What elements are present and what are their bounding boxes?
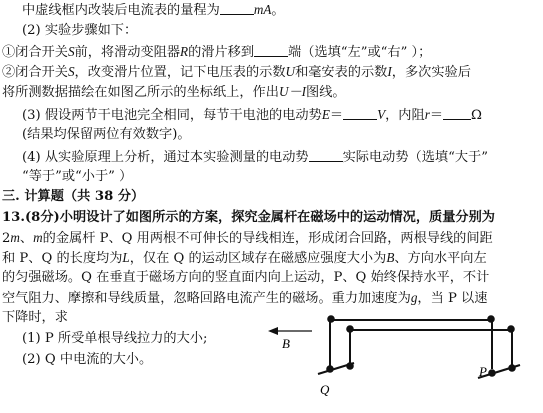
text-line-6: (3) 假设两节干电池完全相同，每节干电池的电动势E＝ V，内阻r＝ Ω <box>22 107 482 123</box>
text-line-15: 空气阻力、摩擦和导线质量，忽略回路电流产生的磁场。重力加速度为g，当 P 以速 <box>2 290 488 306</box>
text-line-14: 的匀强磁场。Q 在垂直于磁场方向的竖直面内向上运动，P、Q 始终保持水平，不计 <box>2 270 490 285</box>
text-line-11: 13.(8分)小明设计了如图所示的方案，探究金属杆在磁场中的运动情况，质量分别为 <box>2 210 495 225</box>
text-line-2: (2) 实验步骤如下： <box>22 23 138 38</box>
text-line-13: 和 P、Q 的长度均为L，仅在 Q 的运动区域存在磁感应强度大小为B、方向水平向左 <box>2 250 487 266</box>
text-line-12: 2m、m的金属杆 P、Q 用两根不可伸长的导线相连，形成闭合回路，两根导线的间距 <box>2 230 493 246</box>
label-b: B <box>282 336 290 351</box>
text-line-17: (1) P 所受单根导线拉力的大小; <box>22 331 208 346</box>
text-line-5: 将所测数据描绘在如图乙所示的坐标纸上，作出U－I图线。 <box>2 84 346 100</box>
magnetic-field-arrow <box>268 327 312 335</box>
section-heading: 三. 计算题（共 38 分） <box>2 189 145 204</box>
wires <box>330 320 512 369</box>
text-line-16: 下降时，求 <box>2 310 68 325</box>
text-line-18: (2) Q 中电流的大小。 <box>22 352 153 367</box>
text-line-3: ①闭合开关S前，将滑动变阻器R的滑片移到 端（选填“左”或“右” ）； <box>2 44 432 60</box>
text-line-9: “等于”或“小于” ） <box>22 169 133 184</box>
text-line-7: (结果均保留两位有效数字)。 <box>22 127 191 142</box>
text-line-8: (4) 从实验原理上分析，通过本实验测量的电动势 实际电动势（选填“大于” <box>22 150 488 165</box>
text-line-1: 中虚线框内改装后电流表的量程为 mA。 <box>22 2 285 18</box>
label-p: P <box>479 364 487 379</box>
label-q: Q <box>320 382 330 397</box>
text-line-4: ②闭合开关S，改变滑片位置，记下电压表的示数U和毫安表的示数I，多次实验后 <box>2 64 471 80</box>
rod-q <box>318 362 354 374</box>
